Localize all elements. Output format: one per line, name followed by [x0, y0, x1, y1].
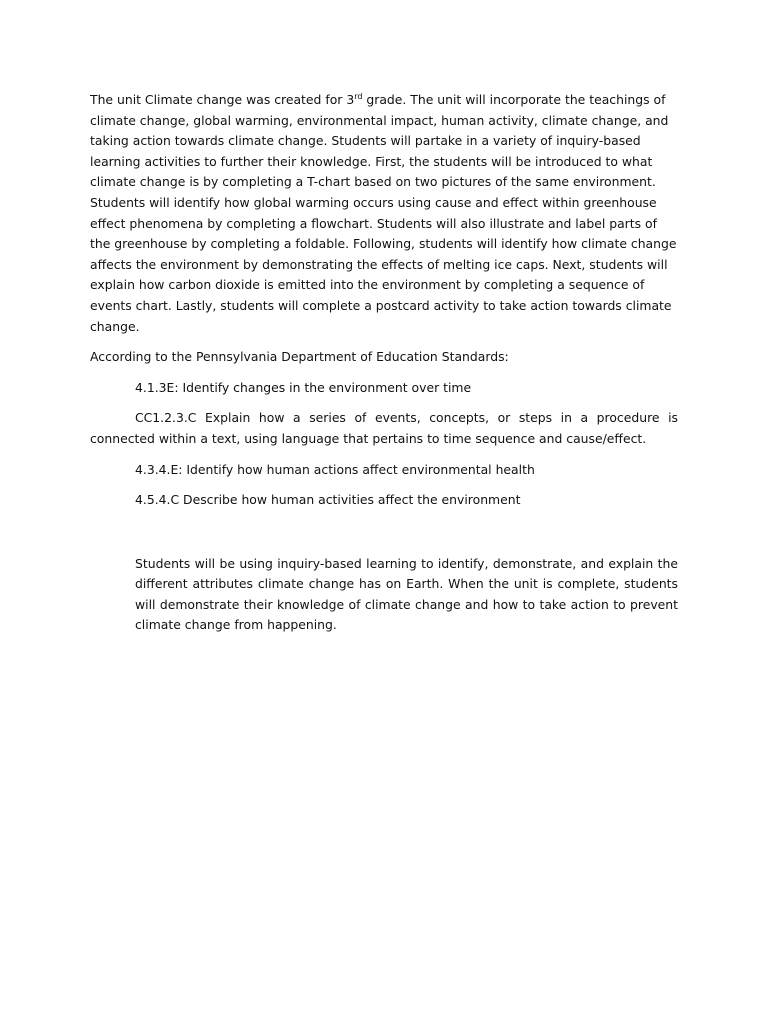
ordinal-superscript: rd — [354, 92, 363, 101]
standard-item: 4.1.3E: Identify changes in the environment over time — [135, 379, 472, 395]
standard-item: 4.5.4.C Describe how human activities affect the environment — [135, 492, 521, 508]
summary-paragraph: Students will be using inquiry-based learning to identify, demonstrate, and explain the different attributes climate change has on Earth. When the unit is complete, students will demonstrate their knowledge of climate change and how to take action to prevent climate change from happening. — [135, 555, 678, 633]
intro-text-rest: grade. The unit will incorporate the teachings of climate change, global warming, environmental impact, human activity, climate change, and taking action towards climate change. Students will partake in a variety of inquiry-based learning activities to further their knowledge. First, the students will be introduced to what climate change is by completing a T-chart based on two pictures of the same environment. Students will identify how global warming occurs using cause and effect within greenhouse effect phenomena by completing a flowchart. Students will also illustrate and label parts of the greenhouse by completing a foldable. Following, students will identify how climate change affects the environment by demonstrating the effects of melting ice caps. Next, students will explain how carbon dioxide is emitted into the environment by completing a sequence of events chart. Lastly, students will complete a postcard activity to take action towards climate change. — [90, 92, 677, 334]
document-page — [90, 90, 678, 636]
standard-item: 4.3.4.E: Identify how human actions affect environmental health — [135, 461, 535, 477]
intro-paragraph — [90, 90, 678, 337]
standards-heading: According to the Pennsylvania Department of Education Standards: — [90, 349, 509, 365]
intro-text-start: The unit Climate change was created for 3 — [90, 92, 355, 107]
standard-item: CC1.2.3.C Explain how a series of events, concepts, or steps in a procedure is connected within a text, using language that pertains to time sequence and cause/effect. — [90, 410, 678, 446]
